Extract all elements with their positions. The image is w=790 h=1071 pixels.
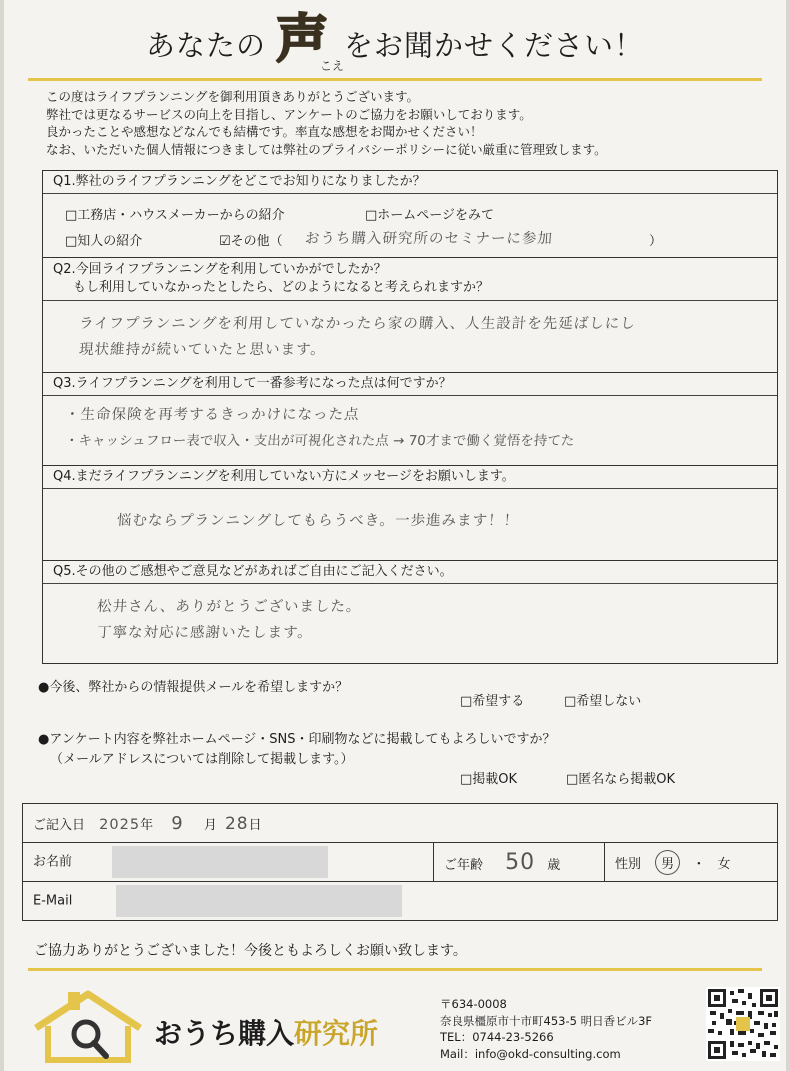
- title-after: をお聞かせください！: [344, 28, 645, 63]
- address-line: Mail：info@okd-consulting.com: [440, 1046, 621, 1061]
- q5-answer-line1: 松井さん、ありがとうございました。: [96, 599, 362, 615]
- q4-question: Q4.まだライフプランニングを利用していない方にメッセージをお願いします。: [43, 466, 777, 489]
- q3-answer-line1: ・生命保険を再考するきっかけになった点: [64, 407, 361, 423]
- date-label: ご記入日: [33, 817, 86, 833]
- title-divider: [28, 78, 762, 81]
- q1-other-answer: おうち購入研究所のセミナーに参加: [304, 231, 554, 247]
- q3-box: [42, 372, 778, 466]
- intro-line: なお、いただいた個人情報につきましては弊社のプライバシーポリシーに従い厳重に管理致します。: [46, 141, 607, 157]
- q3-answer: [43, 396, 777, 454]
- respondent-info-table: [22, 803, 778, 921]
- survey-sheet: [4, 0, 786, 1071]
- q5-answer: [43, 584, 777, 646]
- gender-male-circled[interactable]: 男: [655, 850, 680, 875]
- publish-pref-note: （メールアドレスについては削除して掲載します。）: [50, 752, 354, 767]
- q1-close-paren: ）: [649, 234, 663, 249]
- q2-answer-line1: ライフプランニングを利用していなかったら家の購入、人生設計を先延ばしにし: [78, 316, 637, 332]
- logo-accent: 研究所: [294, 1017, 379, 1050]
- email-label: E-Mail: [33, 893, 73, 909]
- intro-line: 弊社では更なるサービスの向上を目指し、アンケートのご協力をお願いしております。: [46, 106, 532, 122]
- house-magnifier-logo-icon: [28, 988, 148, 1066]
- q4-answer-text: 悩むならプランニングしてもらうべき。一歩進みます！！: [116, 513, 520, 529]
- q1-option-builder[interactable]: □工務店・ハウスメーカーからの紹介: [65, 208, 285, 223]
- email-redacted: [116, 885, 402, 917]
- footer-divider: [28, 968, 762, 971]
- address-line: TEL：0744-23-5266: [440, 1030, 554, 1044]
- mail-pref-no[interactable]: □希望しない: [564, 694, 642, 709]
- age-cell: [434, 843, 605, 882]
- q5-box: [42, 560, 778, 664]
- intro-text: [46, 88, 766, 158]
- q4-answer: [43, 489, 777, 530]
- publish-pref-ok[interactable]: □掲載OK: [460, 772, 518, 787]
- title-koe-emblem: [276, 10, 344, 74]
- logo-main: おうち購入: [154, 1017, 295, 1050]
- brand-logo-text: [154, 1012, 378, 1052]
- date-day: 28: [224, 813, 249, 834]
- name-redacted: [112, 846, 328, 878]
- q5-answer-line2: 丁寧な対応に感謝いたします。: [96, 625, 314, 641]
- q2-question: [43, 258, 777, 301]
- q3-question: Q3.ライフプランニングを利用して一番参考になった点は何ですか？: [43, 373, 777, 396]
- age-label: ご年齢: [444, 857, 484, 873]
- date-day-unit: 日: [248, 817, 262, 833]
- q1-option-other[interactable]: ☑その他（: [219, 234, 283, 249]
- date-year-unit: 年: [140, 817, 154, 833]
- q2-question-line2: もし利用していなかったとしたら、どのようになると考えられますか？: [73, 280, 490, 295]
- gender-cell: [605, 843, 778, 882]
- title-kanji: 声: [276, 10, 329, 70]
- q5-question: Q5.その他のご感想やご意見などがあればご自由にご記入ください。: [43, 561, 777, 584]
- q1-options: [43, 194, 777, 254]
- date-month: 9: [171, 812, 184, 834]
- date-year: 2025: [99, 816, 141, 833]
- q3-answer-line2: ・キャッシュフロー表で収入・支出が可視化された点 → 70才まで働く覚悟を持てた: [64, 433, 575, 449]
- intro-line: この度はライフプランニングを御利用頂きありがとうございます。: [46, 89, 420, 104]
- qr-code-icon: [706, 986, 780, 1062]
- title-before: あなたの: [145, 28, 266, 63]
- q1-option-homepage[interactable]: □ホームページをみて: [365, 208, 495, 223]
- q2-box: [42, 257, 778, 373]
- title-ruby: こえ: [319, 59, 344, 73]
- q2-answer: [43, 301, 777, 363]
- date-row: [23, 804, 778, 843]
- publish-pref-question: ●アンケート内容を弊社ホームページ・SNS・印刷物などに掲載してもよろしいですか？: [38, 732, 556, 747]
- q1-box: [42, 170, 778, 258]
- intro-line: 良かったことや感想などなんでも結構です。率直な感想をお聞かせください！: [46, 124, 483, 139]
- date-month-unit: 月: [203, 817, 217, 833]
- q4-box: [42, 465, 778, 561]
- gender-separator: ・: [692, 856, 706, 872]
- gender-label: 性別: [615, 856, 642, 872]
- gender-female[interactable]: 女: [717, 856, 731, 872]
- email-row: [23, 882, 778, 921]
- age-unit: 歳: [547, 857, 561, 873]
- name-cell: [23, 843, 434, 882]
- q2-answer-line2: 現状維持が続いていたと思います。: [78, 342, 327, 358]
- company-address: [440, 996, 652, 1062]
- q1-option-acquaintance[interactable]: □知人の紹介: [65, 234, 143, 249]
- address-line: 奈良県橿原市十市町453-5 明日香ビル3F: [440, 1013, 653, 1028]
- mail-pref-question: ●今後、弊社からの情報提供メールを希望しますか？: [38, 680, 349, 695]
- age-value: 50: [505, 849, 536, 875]
- publish-pref-anon[interactable]: □匿名なら掲載OK: [566, 772, 676, 787]
- q1-question: Q1.弊社のライフプランニングをどこでお知りになりましたか？: [43, 171, 777, 194]
- page-title: [4, 10, 786, 78]
- mail-pref-yes[interactable]: □希望する: [460, 694, 525, 709]
- address-line: 〒634-0008: [440, 997, 507, 1011]
- closing-message: ご協力ありがとうございました！今後ともよろしくお願い致します。: [34, 943, 467, 959]
- name-label: お名前: [33, 854, 73, 870]
- q2-question-line1: Q2.今回ライフプランニングを利用していかがでしたか？: [53, 262, 387, 277]
